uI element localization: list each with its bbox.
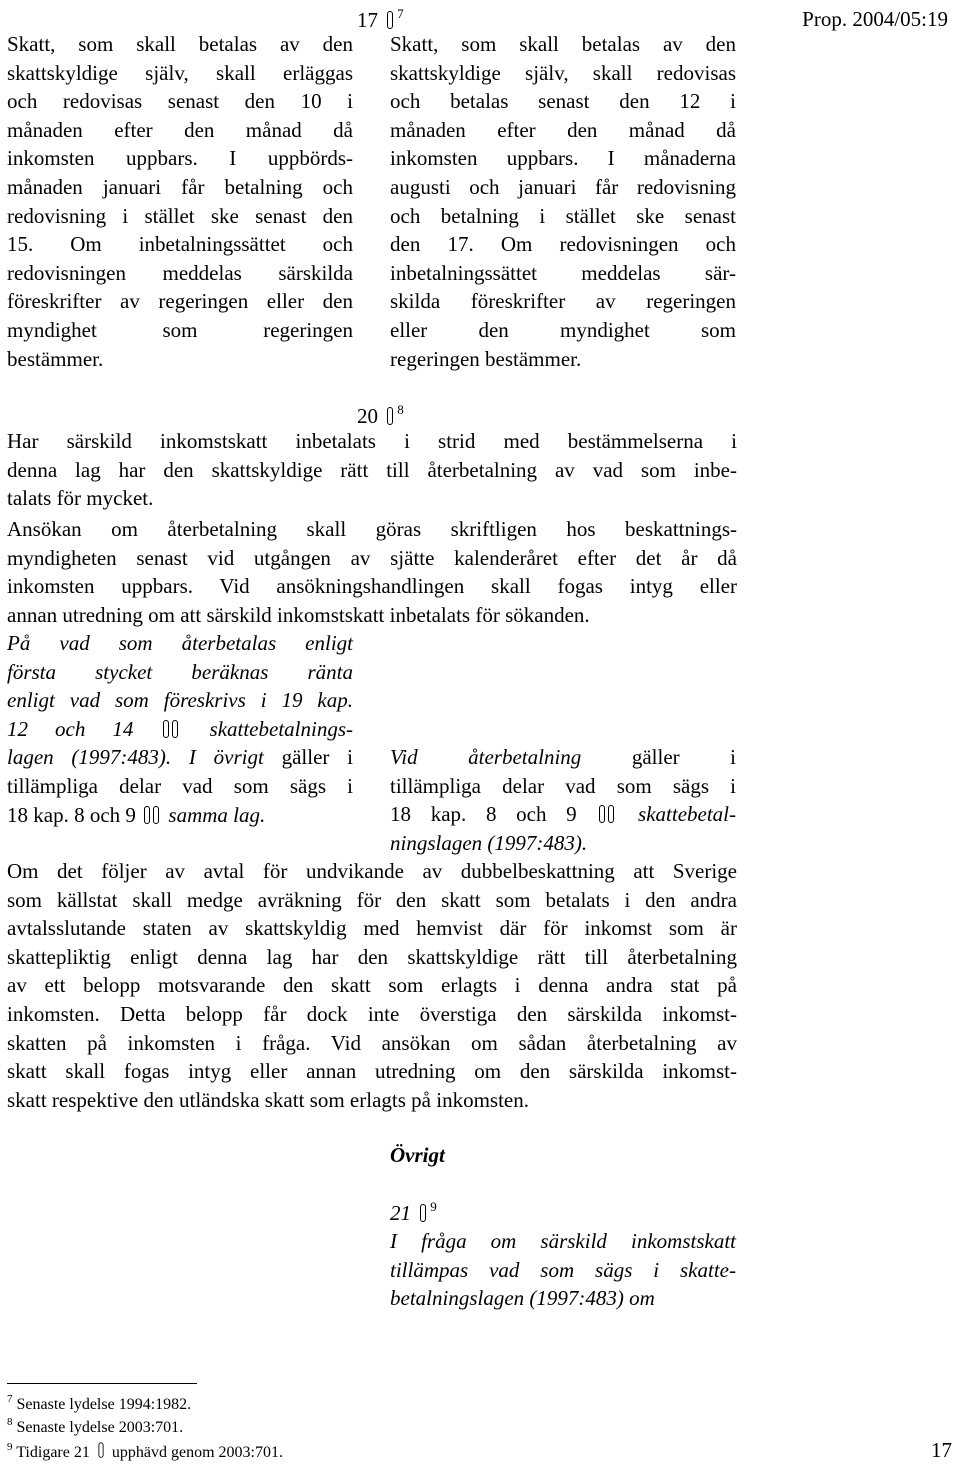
text-line: Om det följer av avtal för undvikande av dubbelbeskattning att Sverige — [7, 859, 737, 883]
text-line: 12 och 14 skattebetalnings- — [7, 716, 353, 741]
section-signs-icon — [160, 720, 182, 739]
text-line: månaden efter den månad då — [390, 117, 736, 142]
text-line: inkomsten uppbars. I månaderna — [390, 146, 736, 171]
text-line: redovisning i stället ske senast den — [7, 203, 353, 228]
section-signs-icon — [596, 805, 618, 824]
text-line: första stycket beräknas ränta — [7, 659, 353, 684]
text-line: bestämmer. — [7, 346, 104, 371]
text-line: skatten på inkomsten i fråga. Vid ansökan om sådan återbetalning av — [7, 1030, 737, 1055]
section-20-heading — [357, 402, 404, 430]
section-sign-icon — [95, 1442, 107, 1458]
text-line: skatt skall fogas intyg eller annan utredning om den särskilda inkomst- — [7, 1059, 737, 1084]
section-17-number: 17 — [357, 8, 378, 32]
text-line: Vid återbetalning gäller i — [390, 745, 736, 769]
text-line: augusti och januari får redovisning — [390, 174, 736, 199]
text-line: och redovisas senast den 10 i — [7, 89, 353, 114]
text-line: 18 kap. 8 och 9 skattebetal- — [390, 802, 736, 827]
text-line: inbetalningssättet meddelas sär- — [390, 260, 736, 285]
section-20-number: 20 — [357, 404, 378, 428]
text-line: regeringen bestämmer. — [390, 346, 582, 371]
footnote-8: $^8$ Senaste lydelse 2003:701. — [7, 1416, 184, 1436]
ovrigt-heading: Övrigt — [390, 1143, 445, 1167]
prop-reference: Prop. 2004/05:19 — [802, 7, 948, 31]
text-line: skattskyldige själv, skall erläggas — [7, 60, 353, 85]
text-line: skatt respektive den utländska skatt som erlagts på inkomsten. — [7, 1087, 529, 1112]
footnote-divider — [7, 1383, 197, 1384]
page-number: 17 — [931, 1438, 952, 1462]
text-line: ningslagen (1997:483). — [390, 830, 588, 855]
text-line: månaden efter den månad då — [7, 117, 353, 142]
section-17-current-wording — [7, 30, 353, 373]
text-line: skilda föreskrifter av regeringen — [390, 289, 736, 314]
text-line: tillämpas vad som sägs i skatte- — [390, 1257, 736, 1282]
footnote-7: $^7$ Senaste lydelse 1994:1982. — [7, 1393, 192, 1413]
text-line: På vad som återbetalas enligt — [7, 631, 353, 655]
section-20-paragraph-4 — [7, 857, 737, 1114]
section-sign-icon — [383, 407, 397, 426]
text-line: och betalning i stället ske senast — [390, 203, 736, 228]
text-line: 18 kap. 8 och 9 samma lag. — [7, 802, 266, 827]
text-line: den 17. Om redovisningen och — [390, 232, 736, 257]
text-line: inkomsten. Detta belopp får dock inte överstiga den särskilda inkomst- — [7, 1001, 737, 1026]
text-line: annan utredning om att särskild inkomstskatt inbetalats för sökanden. — [7, 602, 590, 627]
text-line: lagen (1997:483). I övrigt gäller i — [7, 745, 353, 770]
footnote-ref-8: 8 — [397, 402, 404, 417]
text-line: Har särskild inkomstskatt inbetalats i strid med bestämmelserna i — [7, 429, 737, 453]
text-line: Skatt, som skall betalas av den — [7, 32, 353, 56]
section-signs-icon — [141, 806, 163, 825]
text-line: Skatt, som skall betalas av den — [390, 32, 736, 56]
section-sign-icon — [383, 11, 397, 30]
section-sign-icon — [416, 1204, 430, 1223]
text-line: talats för mycket. — [7, 486, 154, 511]
section-20-paragraph-1 — [7, 427, 737, 513]
text-line: redovisningen meddelas särskilda — [7, 260, 353, 285]
section-20-paragraph-3-proposed — [390, 743, 736, 857]
text-line: skattepliktig enligt denna lag har den skattskyldige rätt till återbetalning — [7, 944, 737, 969]
text-line: och betalas senast den 12 i — [390, 89, 736, 114]
text-line: månaden januari får betalning och — [7, 174, 353, 199]
text-line: denna lag har den skattskyldige rätt till återbetalning av vad som inbe- — [7, 457, 737, 482]
footnote-ref-7: 7 — [397, 6, 404, 21]
text-line: Ansökan om återbetalning skall göras skriftligen hos beskattnings- — [7, 517, 737, 541]
text-line: myndigheten senast vid utgången av sjätte kalenderåret efter det år då — [7, 545, 737, 570]
text-line: myndighet som regeringen — [7, 317, 353, 342]
text-line: enligt vad som föreskrivs i 19 kap. — [7, 688, 353, 713]
text-line: eller den myndighet som — [390, 317, 736, 342]
section-17-proposed-wording — [390, 30, 736, 373]
footnote-9: $^9$ Tidigare 21 upphävd genom 2003:701. — [7, 1441, 283, 1461]
section-20-paragraph-3-current — [7, 629, 353, 829]
text-line: betalningslagen (1997:483) om — [390, 1286, 655, 1311]
text-line: inkomsten uppbars. Vid ansökningshandlingen skall fogas intyg eller — [7, 574, 737, 599]
text-line: inkomsten uppbars. I uppbörds- — [7, 146, 353, 171]
text-line: föreskrifter av regeringen eller den — [7, 289, 353, 314]
text-line: av ett belopp motsvarande den skatt som erlagts i denna andra stat på — [7, 973, 737, 998]
text-line: 15. Om inbetalningssättet och — [7, 232, 353, 257]
section-20-paragraph-2 — [7, 515, 737, 629]
text-line: I fråga om särskild inkomstskatt — [390, 1229, 736, 1253]
section-21-heading — [390, 1199, 437, 1227]
section-21-number: 21 — [390, 1201, 411, 1225]
section-21-text — [390, 1227, 736, 1313]
text-line: tillämpliga delar vad som sägs i — [7, 773, 353, 798]
footnote-ref-9: 9 — [430, 1199, 437, 1214]
text-line: avtalsslutande staten av skattskyldig med hemvist där för inkomst som är — [7, 916, 737, 941]
text-line: som källstat skall medge avräkning för den skatt som betalats i den andra — [7, 887, 737, 912]
text-line: skattskyldige själv, skall redovisas — [390, 60, 736, 85]
text-line: tillämpliga delar vad som sägs i — [390, 773, 736, 798]
